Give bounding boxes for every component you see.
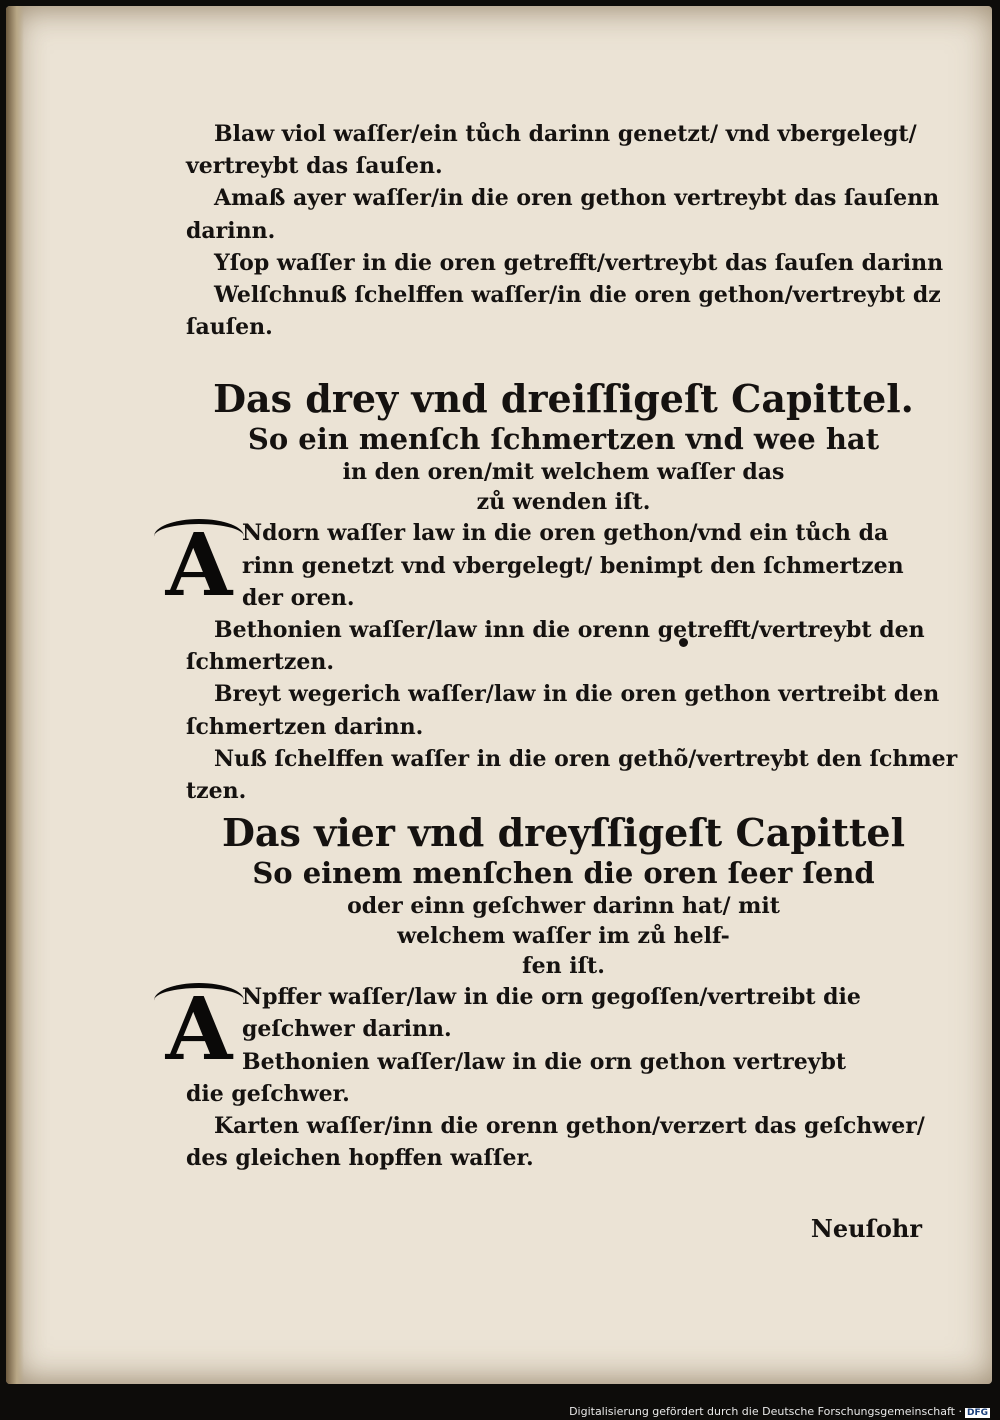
text-line: des gleichen hopffen waſſer. <box>186 1145 534 1172</box>
chapter-heading <box>186 377 941 517</box>
text-line: Welſchnuß ſchelffen waſſer/in die oren gethon/vertreybt dz <box>214 282 941 309</box>
decorated-initial: A <box>158 987 240 1077</box>
paragraph-with-initial <box>165 515 941 617</box>
text-line: Amaß ayer waſſer/in die oren gethon vertreybt das ſauſenn <box>214 185 940 212</box>
chapter-heading <box>186 811 941 981</box>
digitization-footer <box>569 1405 990 1418</box>
text-line: Npffer waſſer/law in die orn gegoſſen/vertreibt die <box>242 984 861 1011</box>
paragraph <box>186 279 941 343</box>
chapter-subtitle: in den oren/mit welchem waſſer das <box>342 459 785 486</box>
text-line: Karten waſſer/inn die orenn gethon/verzert das geſchwer/ <box>214 1113 925 1140</box>
text-line: vertreybt das ſauſen. <box>186 153 443 180</box>
chapter-subtitle: zů wenden iſt. <box>476 489 651 516</box>
chapter-subtitle: So einem menſchen die oren ſeer ſend <box>252 856 875 891</box>
text-line: der oren. <box>242 584 355 611</box>
text-line: Yſop waſſer in die oren getrefft/vertreybt das ſauſen darinn <box>214 249 944 276</box>
text-line: Ndorn waſſer law in die oren gethon/vnd ein tůch da <box>242 520 889 547</box>
text-line: rinn genetzt vnd vbergelegt/ benimpt den ſchmertzen <box>242 552 904 579</box>
text-line: ſchmertzen. <box>186 649 335 676</box>
page-text <box>165 118 958 1174</box>
decorated-initial: A <box>158 523 240 613</box>
text-line: Breyt wegerich waſſer/law in die oren gethon vertreibt den <box>214 681 940 708</box>
paragraph <box>186 247 944 279</box>
paragraph-with-initial <box>165 979 941 1110</box>
text-line: geſchwer darinn. <box>242 1016 452 1043</box>
text-line: Blaw viol waſſer/ein tůch darinn genetzt/ vnd vbergelegt/ <box>214 121 917 147</box>
text-line: ſchmertzen darinn. <box>186 713 424 740</box>
paragraph <box>186 182 941 246</box>
paragraph <box>186 118 941 182</box>
chapter-subtitle: oder einn geſchwer darinn hat/ mit <box>347 893 780 920</box>
chapter-title: Das drey vnd dreiſſigeſt Capittel. <box>213 376 914 422</box>
dfg-logo: DFG <box>966 1408 988 1418</box>
text-line: darinn. <box>186 217 276 244</box>
chapter-subtitle: fen iſt. <box>522 953 605 980</box>
text-line: die geſchwer. <box>186 1080 350 1107</box>
text-line: ſauſen. <box>186 314 273 341</box>
book-page <box>6 6 992 1384</box>
text-line: tzen. <box>186 778 247 805</box>
paragraph <box>186 614 941 678</box>
chapter-title: Das vier vnd dreyſſigeſt Capittel <box>221 810 906 856</box>
paragraph <box>186 743 958 807</box>
text-line: Bethonien waſſer/law in die orn gethon vertreybt <box>242 1048 847 1075</box>
text-line: Bethonien waſſer/law inn die orenn getrefft/vertreybt den <box>214 617 925 644</box>
chapter-subtitle: welchem waſſer im zů helf- <box>397 923 730 950</box>
chapter-subtitle: So ein menſch ſchmertzen vnd wee hat <box>247 422 880 457</box>
paragraph <box>186 1110 941 1174</box>
paragraph <box>186 678 941 742</box>
footer-text: Digitalisierung gefördert durch die Deutsche Forschungsgemeinschaft · <box>569 1405 962 1418</box>
catchword: Neuſohr <box>810 1214 922 1243</box>
text-line: Nuß ſchelffen waſſer in die oren gethõ/vertreybt den ſchmer <box>214 745 958 772</box>
